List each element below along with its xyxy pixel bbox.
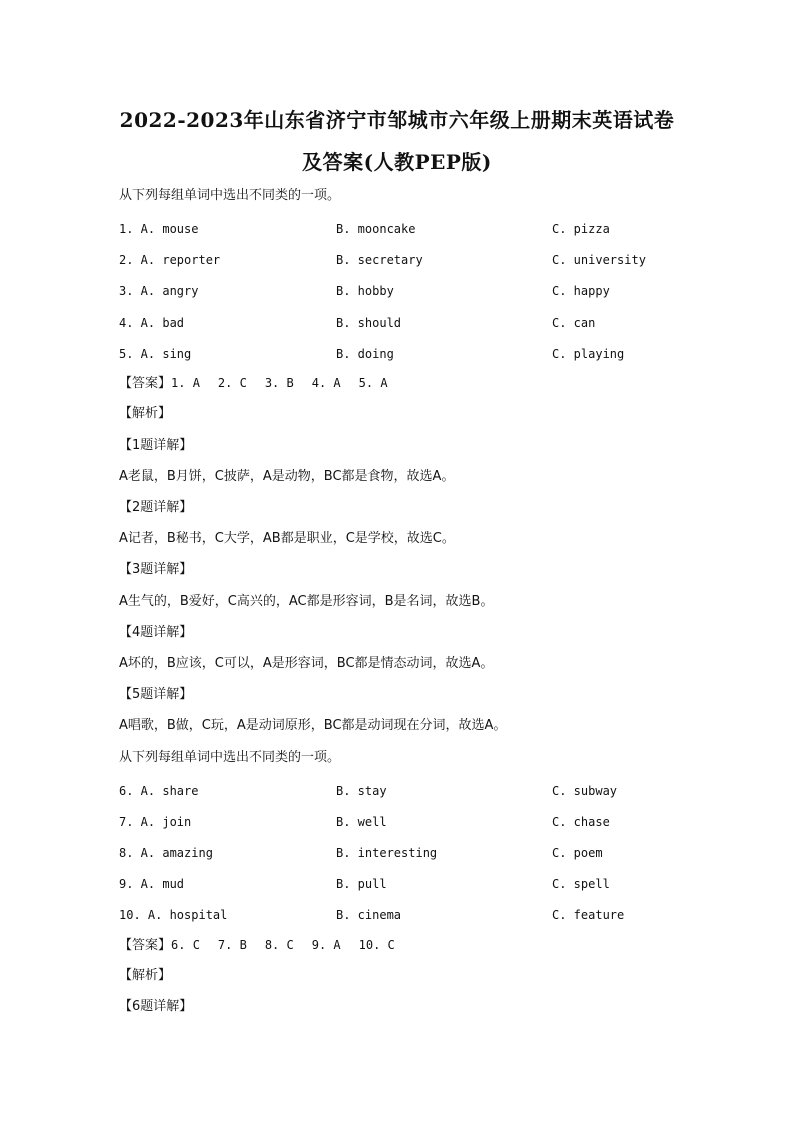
option-a: 9. A. mud: [119, 877, 185, 891]
answer-item: 4. A: [311, 376, 341, 390]
detail-heading: 【2题详解】: [119, 500, 193, 515]
question-row: [119, 875, 719, 893]
detail-text: A生气的，B爱好，C高兴的，AC都是形容词，B是名词，故选B。: [119, 594, 494, 609]
option-a: 4. A. bad: [119, 316, 185, 330]
document-title-line-2: 及答案(人教PEP版): [302, 150, 492, 174]
question-row: [119, 251, 719, 269]
option-c: C. spell: [552, 877, 610, 891]
answer-item: 8. C: [264, 938, 294, 952]
option-c: C. can: [552, 316, 596, 330]
option-b: B. mooncake: [336, 222, 416, 236]
analysis-label: 【解析】: [119, 968, 172, 983]
question-row: [119, 844, 719, 862]
option-b: B. should: [336, 316, 402, 330]
option-a: 2. A. reporter: [119, 253, 221, 267]
question-row: [119, 345, 719, 363]
section-2-instruction: 从下列每组单词中选出不同类的一项。: [119, 750, 341, 765]
answer-item: 10. C: [358, 938, 395, 952]
answer-item: 1. A: [171, 376, 200, 390]
option-b: B. cinema: [336, 908, 402, 922]
answer-item: 6. C: [171, 938, 200, 952]
option-c: C. poem: [552, 846, 603, 860]
question-row: [119, 813, 719, 831]
detail-text: A老鼠，B月饼，C披萨，A是动物，BC都是食物，故选A。: [119, 469, 455, 484]
answer-label: 【答案】: [119, 938, 172, 953]
question-row: [119, 282, 719, 300]
option-b: B. stay: [336, 784, 387, 798]
option-b: B. doing: [336, 347, 394, 361]
detail-heading: 【5题详解】: [119, 687, 193, 702]
detail-text: A记者，B秘书，C大学，AB都是职业，C是学校，故选C。: [119, 531, 455, 546]
answer-item: 3. B: [264, 376, 294, 390]
detail-heading: 【4题详解】: [119, 625, 193, 640]
detail-heading: 【1题详解】: [119, 438, 193, 453]
answer-item: 5. A: [358, 376, 388, 390]
answer-item: 9. A: [311, 938, 341, 952]
option-c: C. university: [552, 253, 646, 267]
section-1-instruction: 从下列每组单词中选出不同类的一项。: [119, 188, 341, 203]
detail-text: A坏的，B应该，C可以，A是形容词，BC都是情态动词，故选A。: [119, 656, 494, 671]
option-c: C. feature: [552, 908, 625, 922]
question-row: [119, 906, 719, 924]
detail-heading: 【6题详解】: [119, 999, 193, 1014]
option-c: C. happy: [552, 284, 610, 298]
option-c: C. chase: [552, 815, 610, 829]
option-a: 1. A. mouse: [119, 222, 199, 236]
answer-line: [119, 374, 406, 393]
answer-label: 【答案】: [119, 376, 172, 391]
question-row: [119, 314, 719, 332]
option-a: 5. A. sing: [119, 347, 192, 361]
option-b: B. well: [336, 815, 387, 829]
document-title-line-1: 2022-2023年山东省济宁市邹城市六年级上册期末英语试卷: [119, 108, 675, 132]
option-b: B. pull: [336, 877, 387, 891]
option-b: B. interesting: [336, 846, 438, 860]
question-row: [119, 782, 719, 800]
option-b: B. secretary: [336, 253, 423, 267]
option-b: B. hobby: [336, 284, 394, 298]
option-a: 3. A. angry: [119, 284, 199, 298]
answer-line: [119, 936, 413, 955]
option-a: 8. A. amazing: [119, 846, 213, 860]
answer-item: 2. C: [217, 376, 247, 390]
option-a: 6. A. share: [119, 784, 199, 798]
option-c: C. playing: [552, 347, 625, 361]
analysis-label: 【解析】: [119, 406, 172, 421]
option-c: C. pizza: [552, 222, 610, 236]
detail-heading: 【3题详解】: [119, 562, 193, 577]
answer-item: 7. B: [217, 938, 247, 952]
option-a: 10. A. hospital: [119, 908, 228, 922]
detail-text: A唱歌，B做，C玩，A是动词原形，BC都是动词现在分词，故选A。: [119, 718, 507, 733]
option-a: 7. A. join: [119, 815, 192, 829]
question-row: [119, 220, 719, 238]
option-c: C. subway: [552, 784, 618, 798]
